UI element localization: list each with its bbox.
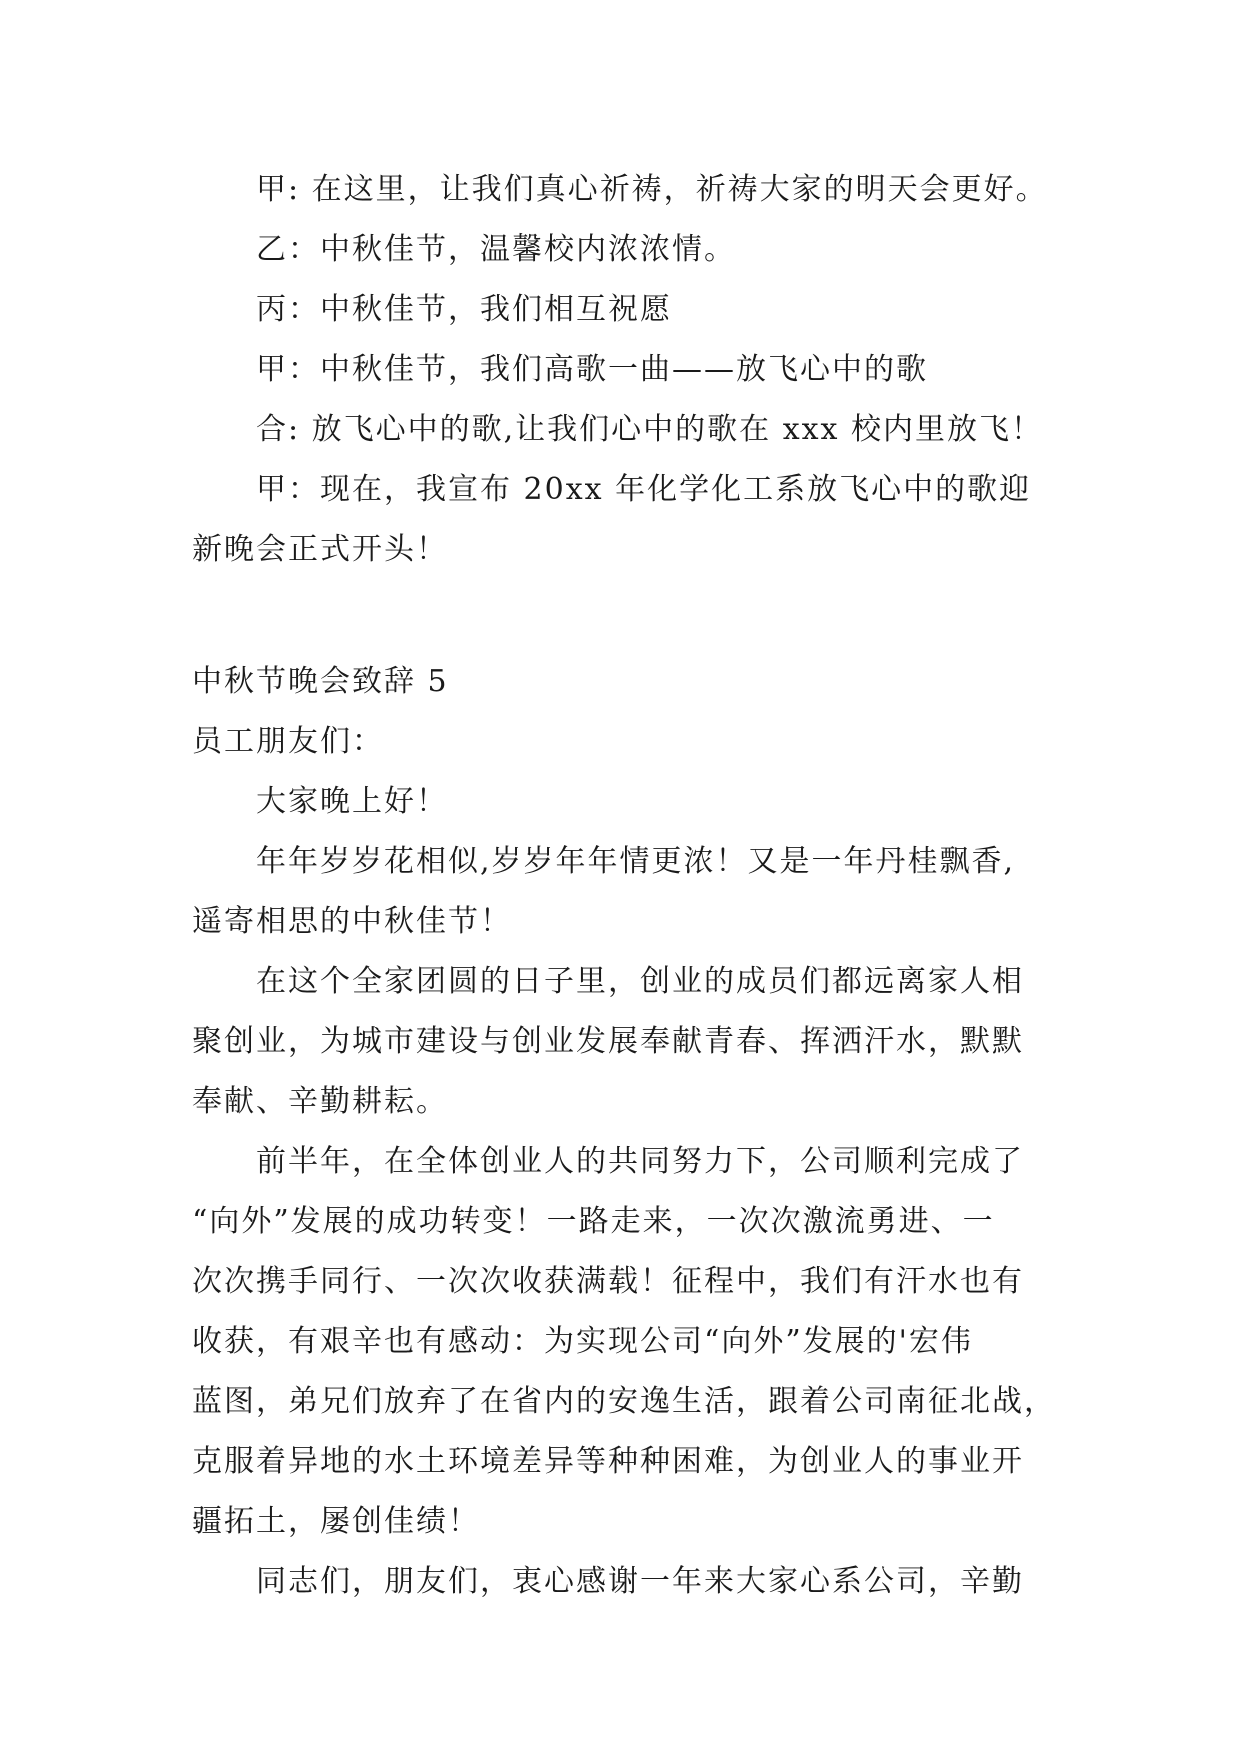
paragraph-line: 前半年，在全体创业人的共同努力下，公司顺利完成了 [256,1144,1024,1179]
paragraph-line: 同志们，朋友们，衷心感谢一年来大家心系公司，辛勤 [256,1564,1024,1599]
paragraph-line: 奉献、辛勤耕耘。 [192,1084,448,1119]
paragraph-line: 疆拓土，屡创佳绩！ [192,1504,480,1539]
section-gap [192,580,1052,652]
paragraph-line: 蓝图，弟兄们放弃了在省内的安逸生活，跟着公司南征北战， [192,1384,1056,1419]
speech-section [192,652,1056,1612]
paragraph-line: “向外”发展的成功转变！一路走来，一次次激流勇进、一 [192,1204,995,1239]
paragraph-line: 乙：中秋佳节，温馨校内浓浓情。 [256,232,736,267]
paragraph-line: 甲: 在这里，让我们真心祈祷，祈祷大家的明天会更好。 [256,172,1048,207]
paragraph-line: 新晚会正式开头！ [192,532,448,567]
paragraph-line: 在这个全家团圆的日子里，创业的成员们都远离家人相 [256,964,1024,999]
section-title: 中秋节晚会致辞 5 [192,664,449,699]
paragraph-line: 甲：现在，我宣布 20xx 年化学化工系放飞心中的歌迎 [256,472,1032,507]
paragraph-line: 克服着异地的水土环境差异等种种困难，为创业人的事业开 [192,1444,1024,1479]
paragraph-line: 大家晚上好！ [256,784,448,819]
document-page [192,160,1056,1612]
dialogue-section [192,160,1052,580]
paragraph-line: 遥寄相思的中秋佳节！ [192,904,512,939]
paragraph-line: 合: 放飞心中的歌,让我们心中的歌在 xxx 校内里放飞！ [256,412,1044,447]
paragraph-line: 年年岁岁花相似,岁岁年年情更浓！又是一年丹桂飘香, [256,844,1016,879]
paragraph-line: 聚创业，为城市建设与创业发展奉献青春、挥洒汗水，默默 [192,1024,1024,1059]
salutation: 员工朋友们： [192,724,384,759]
paragraph-line: 丙：中秋佳节，我们相互祝愿 [256,292,672,327]
paragraph-line: 甲：中秋佳节，我们高歌一曲——放飞心中的歌 [256,352,928,387]
paragraph-line: 次次携手同行、一次次收获满载！征程中，我们有汗水也有 [192,1264,1024,1299]
paragraph-line: 收获，有艰辛也有感动：为实现公司“向外”发展的'宏伟 [192,1324,973,1359]
